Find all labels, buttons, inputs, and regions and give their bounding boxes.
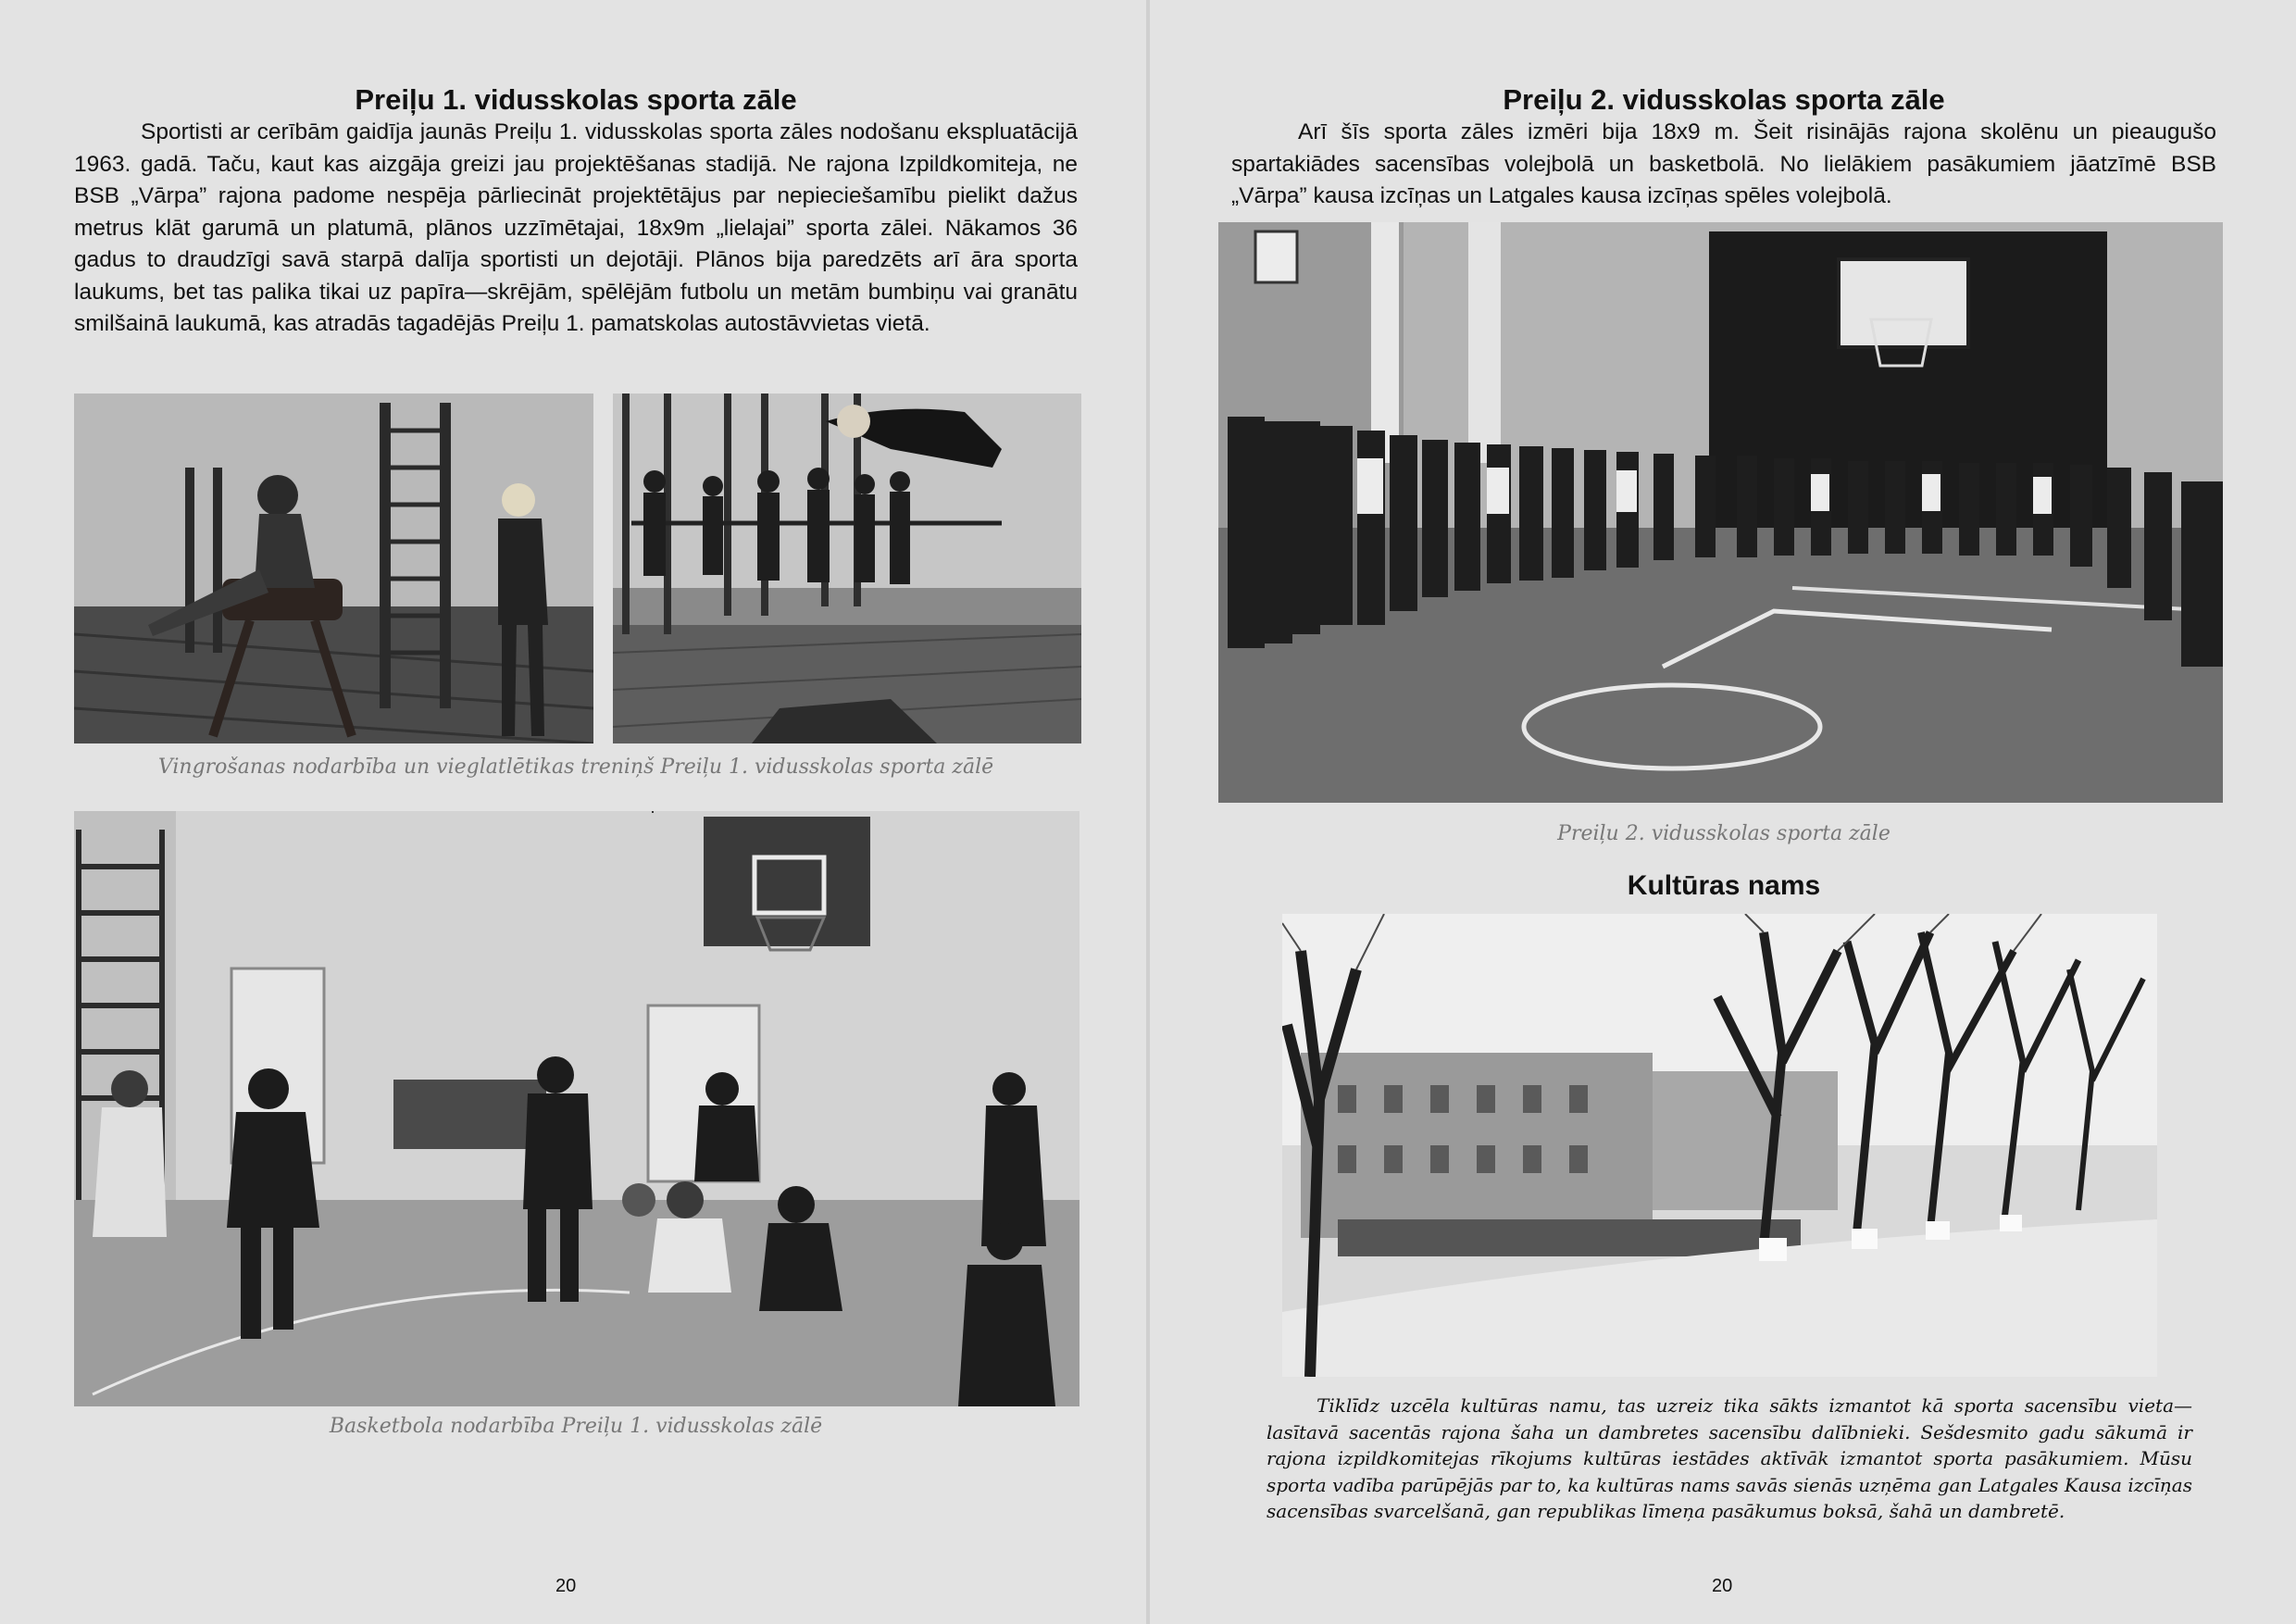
left-body-text xyxy=(74,117,1078,341)
right-body-text xyxy=(1231,117,2216,213)
left-page-title: Preiļu 1. vidusskolas sporta zāle xyxy=(355,83,797,116)
right-caption-1: Preiļu 2. vidusskolas sporta zāle xyxy=(1557,822,1890,845)
right-paragraph: Arī šīs sporta zāles izmēri bija 18x9 m. Šeit risinājās rajona skolēnu un pieaugušo spartakiādes sacensības volejbolā un basketbolā. No lielākiem pasākumiem jāatzīmē BSB „Vārpa” kausa izcīņas un Latgales kausa izcīņas spēles volejbolā. xyxy=(1231,119,2216,208)
culture-house-title: Kultūras nams xyxy=(1627,870,1821,901)
gymnastics-photo xyxy=(74,394,593,743)
right-page xyxy=(1150,0,2296,1624)
left-caption-1: Vingrošanas nodarbība un vieglatlētikas treniņš Preiļu 1. vidusskolas sporta zālē xyxy=(157,756,994,779)
athletics-photo xyxy=(613,394,1081,743)
culture-house-text xyxy=(1267,1393,2192,1525)
left-caption-2: Basketbola nodarbība Preiļu 1. vidusskolas zālē xyxy=(329,1415,823,1438)
left-page xyxy=(0,0,1146,1624)
basketball-photo xyxy=(74,811,1079,1406)
right-page-number: 20 xyxy=(1712,1576,1733,1596)
left-paragraph: Sportisti ar cerībām gaidīja jaunās Preiļu 1. vidusskolas sporta zāles nodošanu ekspluatācijā 1963. gadā. Taču, kaut kas aizgāja greizi jau projektēšanas stadijā. Ne rajona Izpildkomiteja, ne BSB „Vārpa” rajona padome nespēja pārliecināt projektētājus par nepieciešamību pielikt dažus metrus klāt garumā un platumā, plānos uzzīmētajai, 18x9m „lielajai” sporta zālei. Nākamos 36 gadus to draudzīgi savā starpā dalīja sportisti un dejotāji. Plānos bija paredzēts arī āra sporta laukums, bet tas palika tikai uz papīra—skrējām, spēlējām futbolu un metām bumbiņu vai granātu smilšainā laukumā, kas atradās tagadējās Preiļu 1. pamatskolas autostāvvietas vietā. xyxy=(74,119,1078,336)
culture-house-paragraph: Tiklīdz uzcēla kultūras namu, tas uzreiz tika sākts izmantot kā sporta sacensību vieta—lasītavā sacentās rajona šaha un dambretes sacensību dalībnieki. Sešdesmito gadu sākumā ir rajona izpildkomitejas rīkojums kultūras iestādes aktīvāk izmantot sporta pasākumiem. Mūsu sporta vadība parūpējās par to, ka kultūras nams savās sienās uzņēma gan Latgales Kausa izcīņas sacensības svarcelšanā, gan republikas līmeņa pasākumus boksā, šahā un dambretē. xyxy=(1267,1394,2192,1522)
left-page-number: 20 xyxy=(555,1576,577,1596)
right-page-title: Preiļu 2. vidusskolas sporta zāle xyxy=(1503,83,1945,116)
culture-house-photo xyxy=(1282,914,2157,1377)
gym-hall-photo xyxy=(1218,222,2223,803)
